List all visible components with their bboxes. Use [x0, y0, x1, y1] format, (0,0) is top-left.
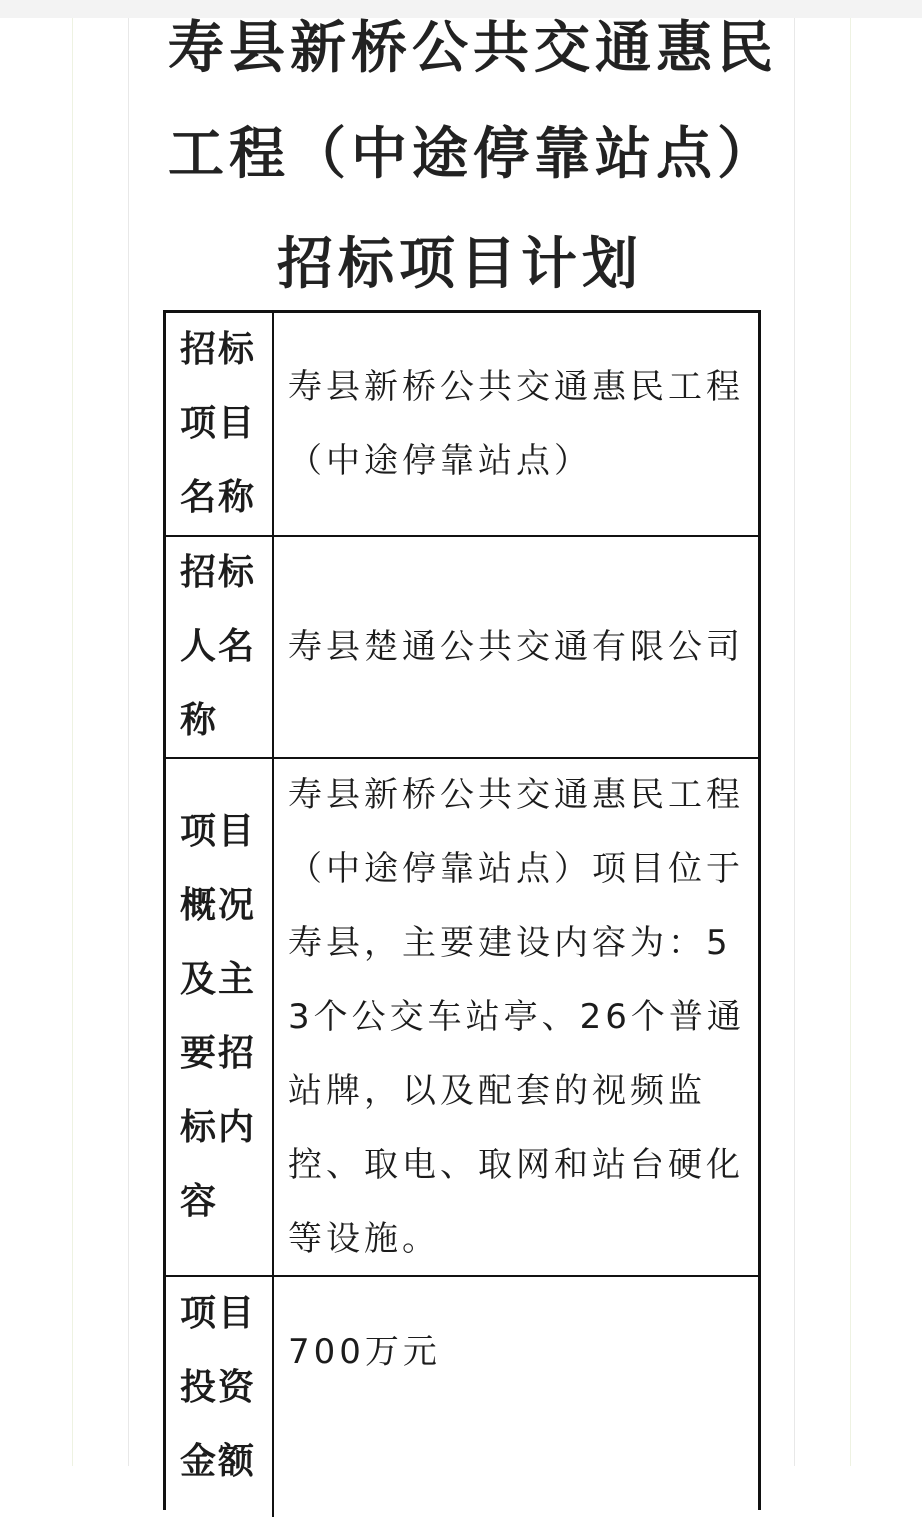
bidding-plan-table [163, 310, 761, 1510]
row-label-cell [166, 759, 274, 1275]
row-value-cell [274, 1277, 758, 1517]
row-value: 寿县楚通公共交通有限公司 [288, 627, 744, 667]
row-label-cell [166, 537, 274, 757]
row-value: 寿县新桥公共交通惠民工程（中途停靠站点）项目位于寿县，主要建设内容为：53个公交车站亭、26个普通站牌，以及配套的视频监控、取电、取网和站台硬化等设施。 [288, 775, 745, 1259]
row-value-cell [274, 313, 758, 535]
row-label: 项目投资金额 [180, 1293, 257, 1482]
document-title-line-3: 招标项目计划 [277, 232, 643, 297]
page-border-line [128, 18, 129, 1466]
row-label: 招标项目名称 [180, 329, 257, 518]
row-label: 项目概况及主要招标内容 [180, 811, 257, 1222]
row-label: 招标人名称 [180, 552, 257, 741]
page-border-line [850, 18, 851, 1466]
row-label-cell [166, 313, 274, 535]
row-value-cell [274, 759, 758, 1275]
row-value: 700万元 [288, 1332, 441, 1372]
table-row-investment-amount [166, 1277, 758, 1517]
table-row-project-overview [166, 759, 758, 1277]
document-title-line-2: 工程（中途停靠站点） [168, 122, 778, 187]
row-value: 寿县新桥公共交通惠民工程（中途停靠站点） [288, 367, 744, 481]
row-value-cell [274, 537, 758, 757]
document-title-line-1: 寿县新桥公共交通惠民 [168, 16, 778, 81]
row-label-cell [166, 1277, 274, 1517]
page-border-line [72, 18, 73, 1466]
table-row-tenderer-name [166, 537, 758, 759]
table-row-project-name [166, 313, 758, 537]
page-border-line [794, 18, 795, 1466]
